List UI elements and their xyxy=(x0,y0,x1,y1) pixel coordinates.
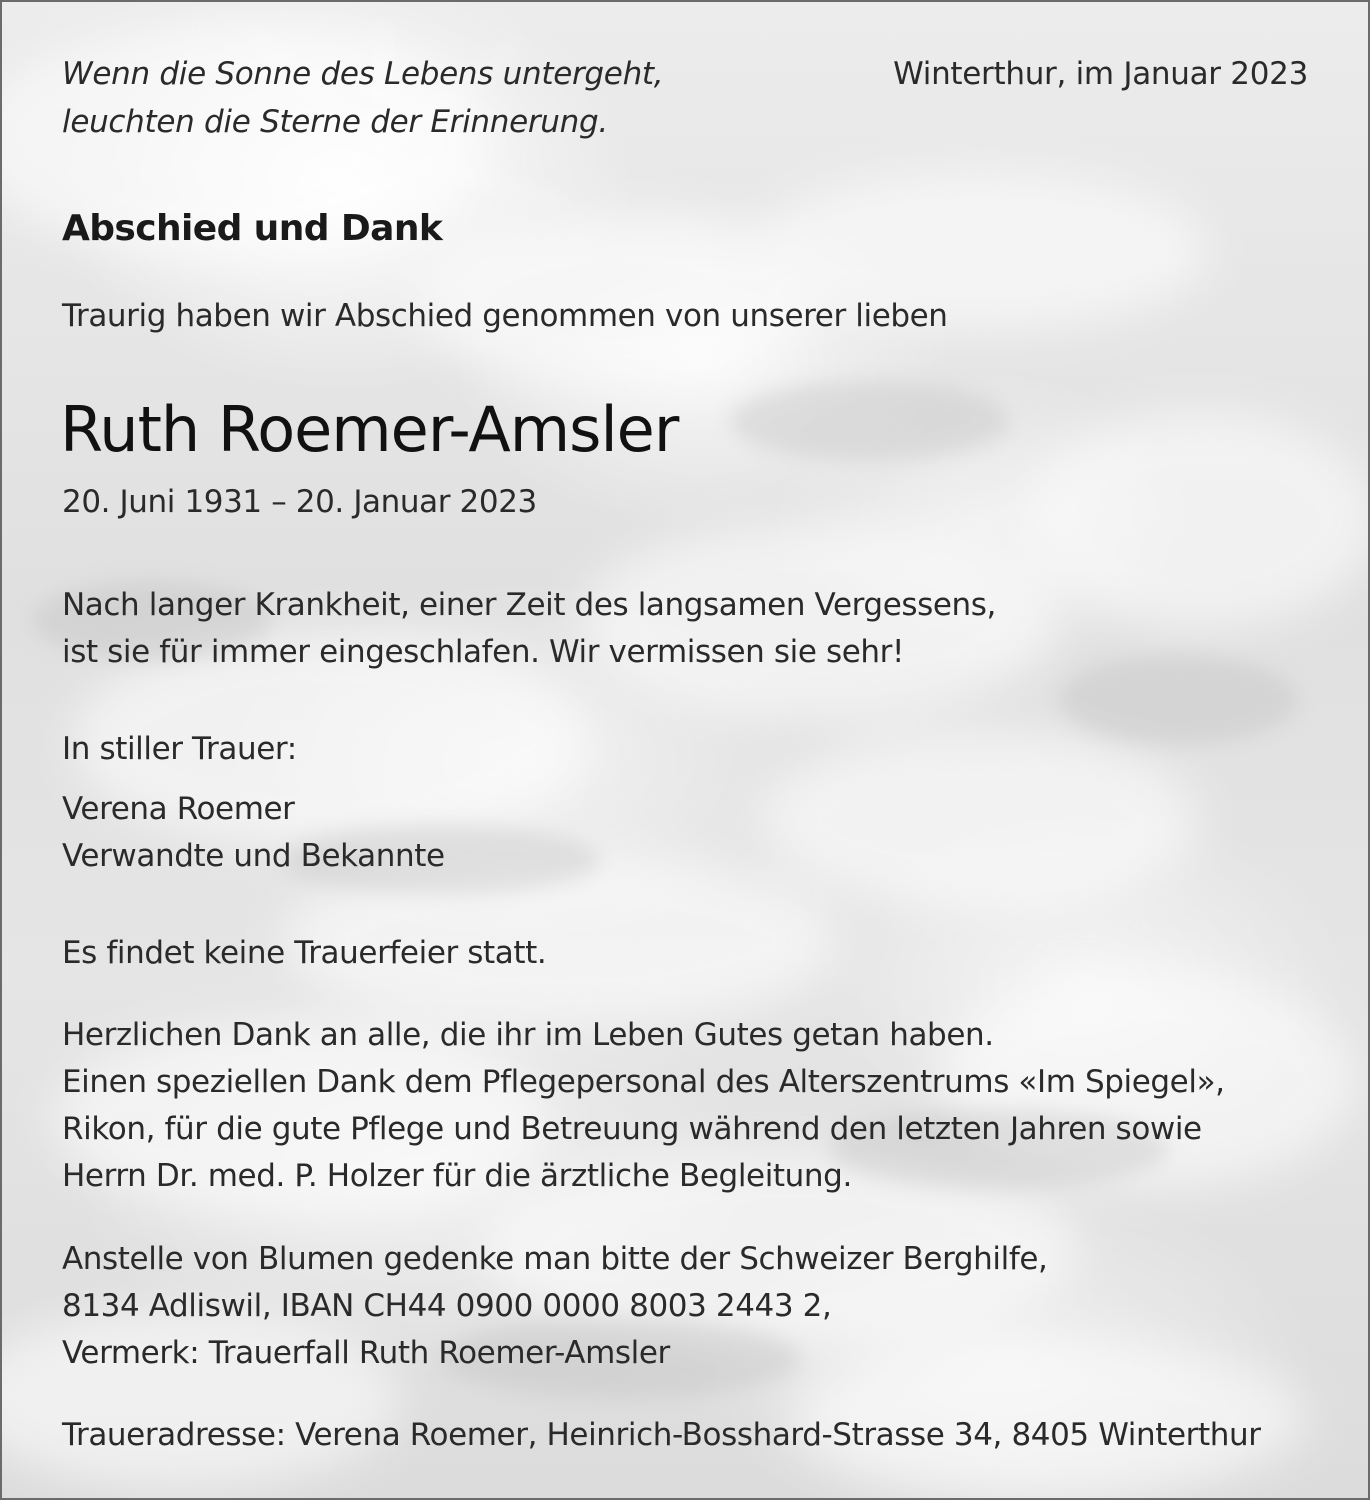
mourners-list xyxy=(62,786,445,880)
motto-quote xyxy=(62,50,663,146)
thanks-line: Rikon, für die gute Pflege und Betreuung während den letzten Jahren sowie xyxy=(62,1111,1202,1147)
heading: Abschied und Dank xyxy=(62,208,443,249)
donation-line: 8134 Adliswil, IBAN CH44 0900 0000 8003 2443 2, xyxy=(62,1288,832,1324)
motto-line: Wenn die Sonne des Lebens untergeht, xyxy=(62,56,664,92)
donation-line: Vermerk: Trauerfall Ruth Roemer-Amsler xyxy=(62,1335,670,1371)
mourning-address: Traueradresse: Verena Roemer, Heinrich-Bosshard-Strasse 34, 8405 Winterthur xyxy=(62,1417,1261,1453)
thanks-line: Herzlichen Dank an alle, die ihr im Leben Gutes getan haben. xyxy=(62,1017,994,1053)
place-date: Winterthur, im Januar 2023 xyxy=(893,56,1308,92)
thanks-line: Herrn Dr. med. P. Holzer für die ärztliche Begleitung. xyxy=(62,1158,852,1194)
donation-paragraph xyxy=(62,1236,1047,1377)
ceremony-note: Es findet keine Trauerfeier statt. xyxy=(62,935,547,971)
mourner-name: Verwandte und Bekannte xyxy=(62,838,445,874)
message-line: ist sie für immer eingeschlafen. Wir vermissen sie sehr! xyxy=(62,634,904,670)
donation-line: Anstelle von Blumen gedenke man bitte der Schweizer Berghilfe, xyxy=(62,1241,1048,1277)
message-text xyxy=(62,582,996,676)
mourners-label: In stiller Trauer: xyxy=(62,731,297,767)
thanks-line: Einen speziellen Dank dem Pflegepersonal des Alterszentrums «Im Spiegel», xyxy=(62,1064,1225,1100)
life-dates: 20. Juni 1931 – 20. Januar 2023 xyxy=(62,484,537,520)
intro-text: Traurig haben wir Abschied genommen von unserer lieben xyxy=(62,298,948,334)
deceased-name: Ruth Roemer-Amsler xyxy=(60,393,679,466)
mourner-name: Verena Roemer xyxy=(62,791,295,827)
message-line: Nach langer Krankheit, einer Zeit des langsamen Vergessens, xyxy=(62,587,996,623)
motto-line: leuchten die Sterne der Erinnerung. xyxy=(62,104,608,140)
thanks-paragraph xyxy=(62,1012,1225,1200)
